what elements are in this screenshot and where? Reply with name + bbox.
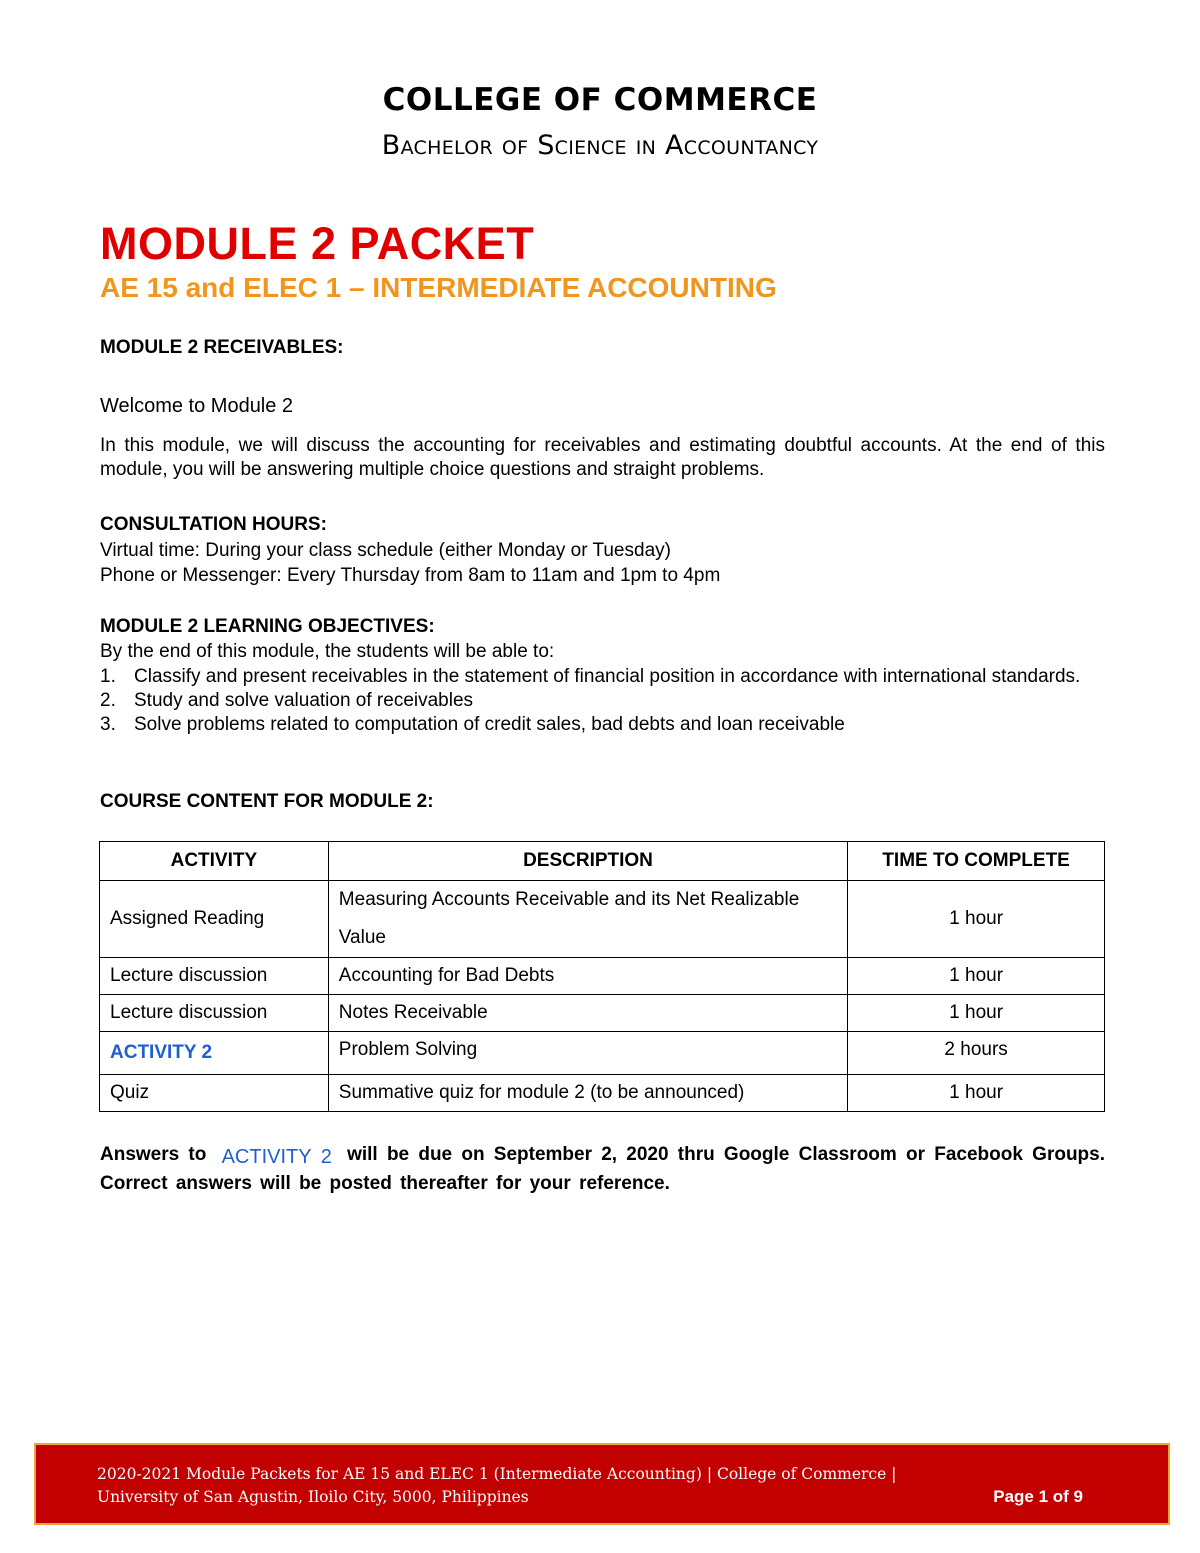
program-name: Bachelor of Science in Accountancy bbox=[381, 130, 819, 161]
table-row bbox=[100, 1075, 1105, 1112]
answers-suffix: will be due on September 2, 2020 thru Google Classroom or Facebook Groups. Correct answers will be posted thereafter for your reference. bbox=[100, 1144, 1105, 1194]
time-cell: 1 hour bbox=[848, 1075, 1105, 1112]
consultation-virtual: Virtual time: During your class schedule (either Monday or Tuesday) bbox=[100, 540, 671, 561]
answers-prefix: Answers to bbox=[100, 1144, 216, 1165]
time-cell: 2 hours bbox=[848, 1032, 1105, 1075]
receivables-heading: MODULE 2 RECEIVABLES: bbox=[100, 337, 344, 358]
objectives-list bbox=[100, 665, 1110, 737]
consultation-heading: CONSULTATION HOURS: bbox=[100, 514, 327, 535]
module-title: MODULE 2 PACKET bbox=[100, 218, 535, 269]
column-header: DESCRIPTION bbox=[328, 842, 847, 881]
objective-item: 1. Classify and present receivables in the statement of financial position in accordance with international standards. bbox=[100, 666, 1081, 687]
objective-item: 2. Study and solve valuation of receivables bbox=[100, 690, 474, 711]
page-number: Page 1 of 9 bbox=[993, 1487, 1083, 1506]
answers-activity-label: ACTIVITY 2 bbox=[221, 1146, 332, 1168]
time-cell: 1 hour bbox=[848, 958, 1105, 995]
footer-line-2: University of San Agustin, Iloilo City, 5000, Philippines bbox=[97, 1488, 529, 1506]
consultation-phone: Phone or Messenger: Every Thursday from 8am to 11am and 1pm to 4pm bbox=[100, 565, 721, 586]
objectives-heading: MODULE 2 LEARNING OBJECTIVES: bbox=[100, 616, 435, 637]
intro-paragraph: In this module, we will discuss the accounting for receivables and estimating doubtful accounts. At the end of this module, you will be answering multiple choice questions and straight problems. bbox=[100, 435, 1105, 480]
activity-cell: Lecture discussion bbox=[100, 995, 329, 1032]
answers-note bbox=[100, 1140, 1105, 1198]
table-row bbox=[100, 995, 1105, 1032]
table-row bbox=[100, 881, 1105, 958]
page-footer bbox=[34, 1443, 1170, 1525]
description-cell: Measuring Accounts Receivable and its Net Realizable Value bbox=[328, 881, 847, 958]
description-cell: Notes Receivable bbox=[328, 995, 847, 1032]
activity-cell: Assigned Reading bbox=[100, 881, 329, 958]
table-header-row bbox=[100, 842, 1105, 881]
course-content-heading: COURSE CONTENT FOR MODULE 2: bbox=[100, 791, 434, 812]
table-row bbox=[100, 958, 1105, 995]
activity-cell: Quiz bbox=[100, 1075, 329, 1112]
activity-cell: ACTIVITY 2 bbox=[100, 1032, 329, 1075]
course-content-table bbox=[99, 841, 1105, 1112]
description-cell: Accounting for Bad Debts bbox=[328, 958, 847, 995]
table-row bbox=[100, 1032, 1105, 1075]
description-cell: Summative quiz for module 2 (to be announced) bbox=[328, 1075, 847, 1112]
time-cell: 1 hour bbox=[848, 995, 1105, 1032]
footer-line-1: 2020-2021 Module Packets for AE 15 and ELEC 1 (Intermediate Accounting) | College of Commerce | bbox=[97, 1465, 897, 1483]
description-cell: Problem Solving bbox=[328, 1032, 847, 1075]
welcome-text: Welcome to Module 2 bbox=[100, 395, 294, 417]
activity-cell: Lecture discussion bbox=[100, 958, 329, 995]
objective-item: 3. Solve problems related to computation of credit sales, bad debts and loan receivable bbox=[100, 714, 845, 735]
time-cell: 1 hour bbox=[848, 881, 1105, 958]
objectives-lead: By the end of this module, the students will be able to: bbox=[100, 641, 555, 662]
college-name: COLLEGE OF COMMERCE bbox=[382, 82, 818, 118]
course-title: AE 15 and ELEC 1 – INTERMEDIATE ACCOUNTING bbox=[100, 272, 777, 303]
column-header: TIME TO COMPLETE bbox=[848, 842, 1105, 881]
column-header: ACTIVITY bbox=[100, 842, 329, 881]
